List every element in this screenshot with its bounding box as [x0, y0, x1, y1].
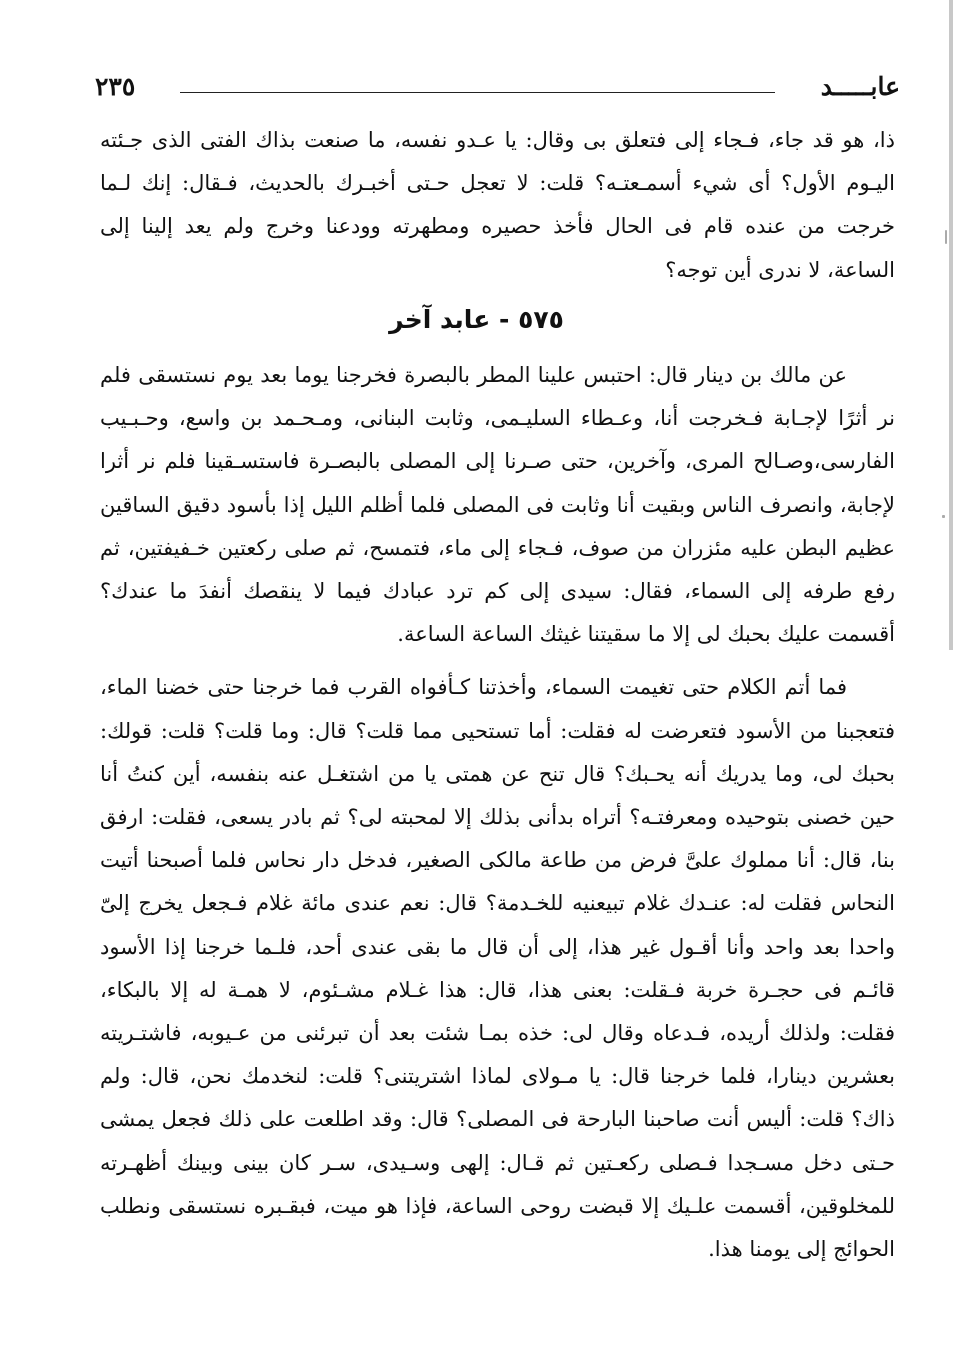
page-header	[95, 70, 900, 110]
header-rule	[180, 92, 775, 93]
section-paragraph-1: عن مالك بن دينار قال: احتبس علينا المطر بالبصرة فخرجنا يوما بعد يوم نستسقى فلم نر أثرًا لإجـابة فـخرجت أنا، وعـطاء السليـمى، وثابت البنانى، ومـحـمد بن واسع، وحـبـيب الفارسى،وصـالح المرى، وآخرين، حتى صـرنا إلى المصلى بالبصـرة فاستسـقينا فلم نر أثرا لإجابة، وانصرف الناس وبقيت أنا وثابت فى المصلى فلما أظلم الليل إذا بأسود دقيق الساقين عظيم البطن عليه مئزران من صوف، فـجاء إلى ماء، فتمسح، ثم صلى ركعتين خـفيفتين، ثم رفع طرفه إلى السماء، فقال: سيدى إلى كم ترد عبادك فيما لا ينقصك أنفدَ ما عندك؟ أقسمت عليك بحبك لى إلا ما سقيتنا غيثك الساعة الساعة.	[100, 363, 895, 647]
scan-speck	[942, 515, 945, 518]
scan-speck	[945, 230, 947, 244]
section-paragraph-2: فما أتم الكلام حتى تغيمت السماء، وأخذتنا كـأفواه القرب فما خرجنا حتى خضنا الماء، فتعجبنا من الأسود فتعرضت له فقلت: أما تستحيى مما قلت؟ قال: وما قلت؟ قلت: قولك: بحبك لى، وما يدريك أنه يحـبك؟ قال تنح عن همتى يا من اشتغـل عنه بنفسه، أين كنتُ أنا حين خصنى بتوحيده ومعرفتـه؟ أتراه بدأنى بذلك إلا لمحبته لى؟ ثم بادر يسعى، فقلت: ارفق بنا، قال: أنا مملوك علىَّ فرض من طاعة مالكى الصغير، فدخل دار نحاس فلما أصبحنا أتيت النحاس فقلت له: عنـدك غلام تبيعنيه للخـدمة؟ قال: نعم عندى مائة غلام فـجعل يخرج إلىّ واحدا بعد واحد وأنا أقـول غير هذا، إلى أن قال ما بقى عندى أحد، فلـما خرجنا إذا الأسود قائـم فى حجـرة خربة فـقلت: بعنى هذا، قال: هذا غـلام مشـئوم، لا همـة له إلا بالبكاء، فقلت: ولذلك أريده، فـدعاه وقال لى: خذه بمـا شئت بعد أن تبرئنى من عـيوبه، فاشتـريته بعشرين دينارا، فلما خرجنا قال: يا مـولاى لماذا اشتريتنى؟ قلت: لنخدمك نحن، قال: ولم ذاك؟ قلت: أليس أنت صاحبنا البارحة فى المصلى؟ قال: وقد اطلعت على ذلك فجعل يمشى حـتى دخل مسـجدا فـصلى ركعـتين ثم قـال: إلهى وسـيدى، سـر كان بينى وبينك أظهـرته للمخلوقين، أقسمت علـيك إلا قبضت روحى الساعة، فإذا هو ميت، فبقـبره نستسقى ونطلب الحوائج إلى يومنا هذا.	[100, 675, 896, 1262]
running-head: عابـــــد	[820, 72, 900, 101]
intro-paragraph-block	[100, 119, 895, 292]
section-heading: ٥٧٥ - عابد آخر	[389, 305, 564, 334]
intro-paragraph: ذا، هو قد جاء، فـجاء إلى فتعلق بى وقال: يا عـدو نفسه، ما صنعت بذاك الفتى الذى جـئته اليـوم الأول؟ أى شيء أسمـعتـه؟ قلت: لا تعجل حـتى أخبـرك بالحديث، فـقال: إنك لـما خرجت من عنده قام فى الحال فأخذ حصيره ومطهرته وودعنا وخرج ولم يعد إلينا إلى الساعة، لا ندرى أين توجه؟	[100, 128, 895, 282]
page-number: ٢٣٥	[95, 72, 136, 101]
section-body	[100, 354, 895, 1271]
